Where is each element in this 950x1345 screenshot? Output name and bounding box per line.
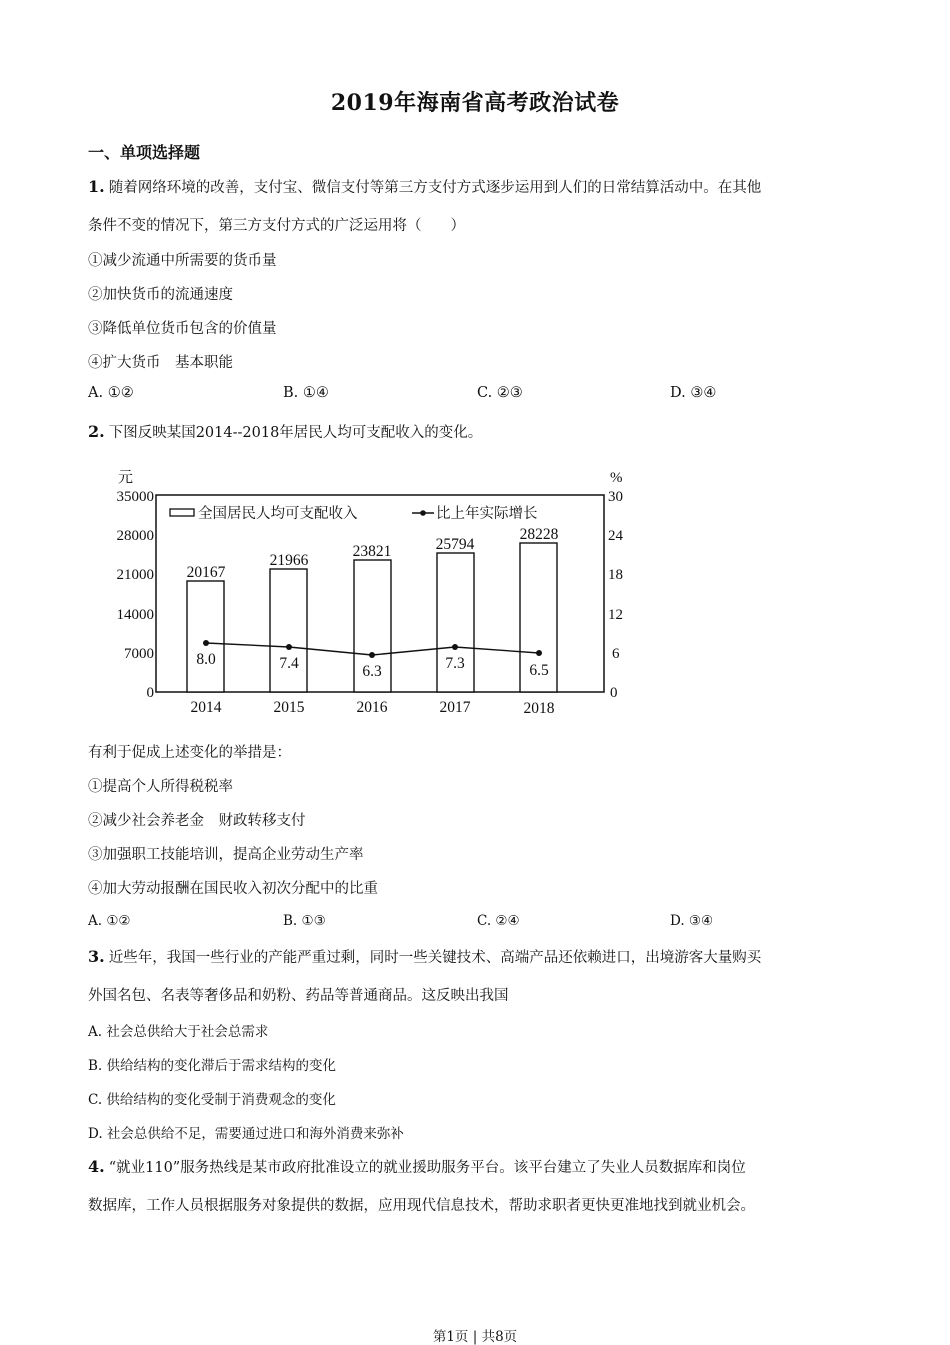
bar-label: 23821 <box>352 543 392 560</box>
left-tick: 21000 <box>116 567 154 583</box>
x-tick: 2016 <box>356 699 388 716</box>
left-tick: 14000 <box>116 607 154 623</box>
left-tick: 35000 <box>116 489 154 505</box>
q2-stem: 2. 下图反映某国2014--2018年居民人均可支配收入的变化。 <box>88 422 483 441</box>
line-label: 8.0 <box>196 651 216 668</box>
x-tick: 2015 <box>273 699 305 716</box>
q3-choice-a[interactable]: A. 社会总供给大于社会总需求 <box>88 1024 269 1040</box>
q1-item-2: ②加快货币的流通速度 <box>88 287 233 303</box>
line-label: 6.5 <box>529 662 549 679</box>
line-point <box>203 640 209 646</box>
q1-choice-a[interactable]: A. ①② <box>88 385 134 401</box>
q2-item-4: ④加大劳动报酬在国民收入初次分配中的比重 <box>88 881 378 897</box>
q1-item-4: ④扩大货币 基本职能 <box>88 355 233 371</box>
right-tick: 24 <box>608 528 623 544</box>
legend-bar-swatch <box>170 509 194 516</box>
q2-item-2: ②减少社会养老金 财政转移支付 <box>88 813 306 829</box>
q3-choice-b[interactable]: B. 供给结构的变化滞后于需求结构的变化 <box>88 1058 337 1074</box>
line-point <box>452 644 458 650</box>
line-label: 6.3 <box>362 663 382 680</box>
line-label: 7.3 <box>445 655 465 672</box>
right-tick: 18 <box>608 567 623 583</box>
q1-choice-c[interactable]: C. ②③ <box>477 385 523 401</box>
q3-choice-c[interactable]: C. 供给结构的变化受制于消费观念的变化 <box>88 1092 336 1108</box>
q1-stem-line1: 1. 随着网络环境的改善，支付宝、微信支付等第三方支付方式逐步运用到人们的日常结算活动中。在其他 <box>88 177 762 196</box>
q1-number: 1. <box>88 177 105 196</box>
q3-stem-line2: 外国名包、名表等奢侈品和奶粉、药品等普通商品。这反映出我国 <box>88 988 509 1004</box>
q2-choice-a[interactable]: A. ①② <box>88 913 131 929</box>
right-tick: 6 <box>612 646 620 662</box>
left-tick: 0 <box>146 685 154 701</box>
right-tick: 30 <box>608 489 623 505</box>
q2-choice-d[interactable]: D. ③④ <box>670 913 714 929</box>
q2-item-3: ③加强职工技能培训，提高企业劳动生产率 <box>88 847 364 863</box>
q3-choice-d[interactable]: D. 社会总供给不足，需要通过进口和海外消费来弥补 <box>88 1126 404 1142</box>
q4-number: 4. <box>88 1157 105 1176</box>
bar-2014 <box>187 581 224 692</box>
left-tick: 28000 <box>116 528 154 544</box>
bar-2015 <box>270 569 307 692</box>
income-chart <box>90 462 640 722</box>
q1-choice-b[interactable]: B. ①④ <box>283 385 329 401</box>
right-tick: 12 <box>608 607 623 623</box>
q2-number: 2. <box>88 422 105 441</box>
page-footer: 第1页 | 共8页 <box>432 1329 518 1345</box>
left-axis-unit: 元 <box>118 470 134 486</box>
line-point <box>536 650 542 656</box>
legend-line-label: 比上年实际增长 <box>436 506 538 522</box>
q3-number: 3. <box>88 947 105 966</box>
q2-after-chart: 有利于促成上述变化的举措是： <box>88 745 291 761</box>
bar-label: 25794 <box>435 536 475 553</box>
right-tick: 0 <box>610 685 618 701</box>
x-tick: 2018 <box>523 700 555 717</box>
q1-choice-d[interactable]: D. ③④ <box>670 385 717 401</box>
q2-choice-c[interactable]: C. ②④ <box>477 913 520 929</box>
line-label: 7.4 <box>279 655 299 672</box>
line-point <box>369 652 375 658</box>
section-heading: 一、单项选择题 <box>88 143 201 162</box>
x-tick: 2014 <box>190 699 222 716</box>
q4-stem-line1: 4. “就业110”服务热线是某市政府批准设立的就业援助服务平台。该平台建立了失业人员数据库和岗位 <box>88 1157 746 1176</box>
legend-bar-label: 全国居民人均可支配收入 <box>198 506 358 522</box>
q1-item-3: ③降低单位货币包含的价值量 <box>88 321 277 337</box>
q2-item-1: ①提高个人所得税税率 <box>88 779 233 795</box>
legend-line-marker <box>420 510 426 516</box>
q1-item-1: ①减少流通中所需要的货币量 <box>88 253 277 269</box>
q4-stem-line2: 数据库，工作人员根据服务对象提供的数据，应用现代信息技术，帮助求职者更快更准地找到就业机会。 <box>88 1198 755 1214</box>
page-title: 2019年海南省高考政治试卷 <box>330 90 620 116</box>
x-tick: 2017 <box>439 699 471 716</box>
left-tick: 7000 <box>124 646 154 662</box>
q2-choice-b[interactable]: B. ①③ <box>283 913 326 929</box>
bar-label: 20167 <box>186 564 226 581</box>
q3-stem-line1: 3. 近些年，我国一些行业的产能严重过剩，同时一些关键技术、高端产品还依赖进口，出境游客大量购买 <box>88 947 762 966</box>
right-axis-unit: % <box>610 470 623 486</box>
line-point <box>286 644 292 650</box>
q1-stem-line2: 条件不变的情况下，第三方支付方式的广泛运用将（ ） <box>88 218 465 234</box>
bar-label: 21966 <box>269 552 309 569</box>
bar-label: 28228 <box>519 526 559 543</box>
